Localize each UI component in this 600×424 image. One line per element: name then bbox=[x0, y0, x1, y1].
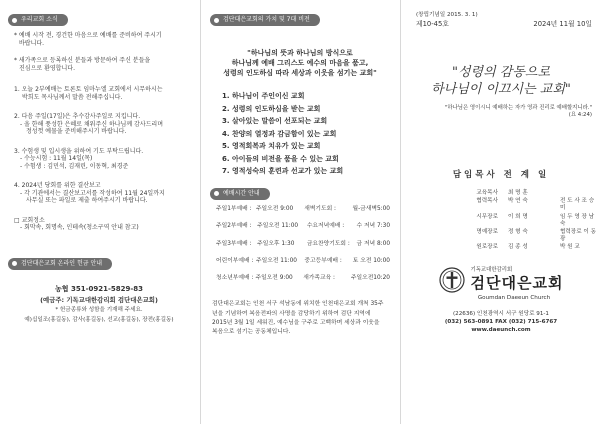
church-logo bbox=[410, 267, 592, 293]
contact-info bbox=[410, 310, 592, 334]
vision-item: 2. 성령의 인도하심을 받는 교회 bbox=[222, 104, 321, 113]
offering-title: 검단대은교회 온라인 헌금 안내 bbox=[21, 259, 103, 267]
schedule-row: 주일2부예배 : 주일오전 11:00 수요저녁예배 : 수 저녁 7:30 bbox=[216, 223, 391, 230]
vision-panel bbox=[200, 0, 400, 424]
vision-item: 7. 영적성숙의 훈련과 선교가 있는 교회 bbox=[222, 167, 344, 176]
notice-item: □ 교회정소 - 회막속, 회명속, 인테속(청소구역 안내 참고) bbox=[14, 216, 139, 231]
news-header bbox=[8, 14, 68, 26]
schedule-header bbox=[210, 188, 270, 200]
bank-account: 농협 351-0921-5829-83 bbox=[55, 284, 143, 293]
church-name: 검단대은교회 bbox=[470, 273, 564, 292]
vision-item: 6. 아이들의 비전을 품을 수 있는 교회 bbox=[222, 154, 339, 163]
notice-item: 1. 오늘 2부예배는 토론토 임마누엘 교회에서 시무하시는 박희도 목사님께서 말씀 전해주십니다. bbox=[14, 86, 163, 101]
vision-statement: "하나님의 뜻과 하나님의 방식으로 하나님께 예배 그리스도 예수의 마음을 품고, 성령의 인도하심 따라 세상과 이웃을 섬기는 교회" bbox=[223, 49, 377, 78]
schedule-row: 주일3부예배 : 주일오후 1:30 금요찬양기도회 : 금 저녁 8:00 bbox=[216, 240, 391, 247]
address: (22636) 인천광역시 서구 원당로 91-1 bbox=[452, 310, 549, 317]
notice-list bbox=[14, 32, 190, 232]
vision-item: 1. 하나님이 주인이신 교회 bbox=[222, 92, 305, 101]
issue-info bbox=[410, 12, 592, 29]
vision-list bbox=[222, 92, 390, 180]
notice-item: 4. 2024년 당회를 위한 결산보고 - 각 기관에서는 결산보고서를 작성하여 11월 24일까지 사무실 또는 파일로 제출 하여주시기 바랍니다. bbox=[14, 182, 165, 204]
vision-item: 3. 살아있는 말씀이 선포되는 교회 bbox=[222, 117, 328, 126]
account-holder: (예금주: 기독교대한감리회 검단대은교회) bbox=[40, 296, 158, 305]
bullet-icon bbox=[12, 18, 17, 23]
church-motto: "성령의 감동으로 하나님이 이끄시는 교회" bbox=[431, 64, 571, 97]
vision-item: 4. 찬양의 열정과 감금함이 있는 교회 bbox=[222, 129, 337, 138]
vision-item: 5. 영적회복과 치유가 있는 교회 bbox=[222, 142, 321, 151]
memo-example: 예)십일조(홍길동), 감사(홍길동), 선교(홍길동), 장전(홍길동) bbox=[24, 317, 174, 324]
memo-note: * 헌금종류와 성함을 기재해 주세요. bbox=[55, 307, 143, 314]
phone-fax: (032) 563-0891 FAX (032) 715-6767 bbox=[444, 318, 558, 325]
denomination-name: 기독교대한감리회 bbox=[470, 267, 513, 274]
founding-date: (창립기념일 2015. 3. 1) bbox=[416, 12, 478, 18]
vision-header bbox=[210, 14, 320, 26]
cover-panel bbox=[400, 0, 600, 424]
news-panel bbox=[0, 0, 200, 424]
vision-title: 검단대은교회의 가치 및 7대 비전 bbox=[223, 16, 310, 24]
offering-info bbox=[8, 285, 190, 325]
news-title: 우리교회 소식 bbox=[21, 16, 58, 24]
schedule-title: 예배시간 안내 bbox=[223, 190, 260, 198]
scripture-verse: "하나님은 영이시니 예배하는 자가 영과 진리로 예배할지니라." (요 4:24) bbox=[444, 104, 592, 119]
notice-item: 2. 다음 주일(17일)은 추수감사주일로 지킵니다. - 올 한해 풍성한 은혜로 채워주신 하나님께 감사드리며 정성껏 예물을 준비해주시기 바랍니다. bbox=[14, 113, 164, 135]
schedule-table bbox=[216, 206, 390, 292]
website-link[interactable]: www.daeunch.com bbox=[471, 327, 531, 334]
church-introduction: 검단대은교회는 인천 서구 석남동에 위치한 인천대은교회 개척 35주년을 기념하여 복음전파의 사명을 감당하기 위하여 검단 지역에 2015년 3월 1일 세워진, 예수님을 구주로 고백하며 세상과 이웃을 복음으로 섬기는 공동체입니다. bbox=[212, 301, 384, 336]
offering-header bbox=[8, 258, 112, 270]
notice-item: * 예배 시작 전, 경건한 마음으로 예배를 준비하여 주시기 바랍니다. bbox=[14, 32, 162, 47]
notice-item: 3. 수험생 및 입시생을 위하여 기도 부탁드립니다. - 수능시험 : 11월 14일(목) - 수험생 : 김민석, 김재린, 이동혁, 최경준 bbox=[14, 147, 144, 170]
bullet-icon bbox=[214, 18, 219, 23]
schedule-row: 청소년부예배 : 주일오전 9:00 새가족교육 : 주일오전10:20 bbox=[216, 275, 390, 282]
church-name-english: Goumdan Daeeun Church bbox=[477, 294, 551, 301]
senior-pastor: 담임목사 전 계 일 bbox=[452, 169, 550, 180]
schedule-row: 주일1부예배 : 주일오전 9:00 새벽기도회 : 월-금새벽5:00 bbox=[216, 205, 390, 212]
bullet-icon bbox=[12, 261, 17, 266]
schedule-row: 어린이부예배 : 주일오전 11:00 중고등부예배 : 토 오전 10:00 bbox=[216, 257, 390, 264]
staff-list: 교육목사 최 명 훈 협력목사 박 연 숙 전 도 사 조 승 미 시무장로 이 희 명 임 두 영 장 남 숙 명예장로 정 형 숙 협력장로 이 동 광 원로장로 김 종 성 박 원 교 bbox=[476, 190, 596, 250]
issue-number: 제10-45호 bbox=[416, 19, 449, 28]
notice-item: * 새가족으로 등록하신 분들과 방문하여 주신 분들을 진심으로 환영합니다. bbox=[14, 57, 151, 72]
bullet-icon bbox=[214, 191, 219, 196]
issue-date: 2024년 11월 10일 bbox=[533, 19, 592, 28]
cross-emblem-icon bbox=[439, 267, 465, 293]
